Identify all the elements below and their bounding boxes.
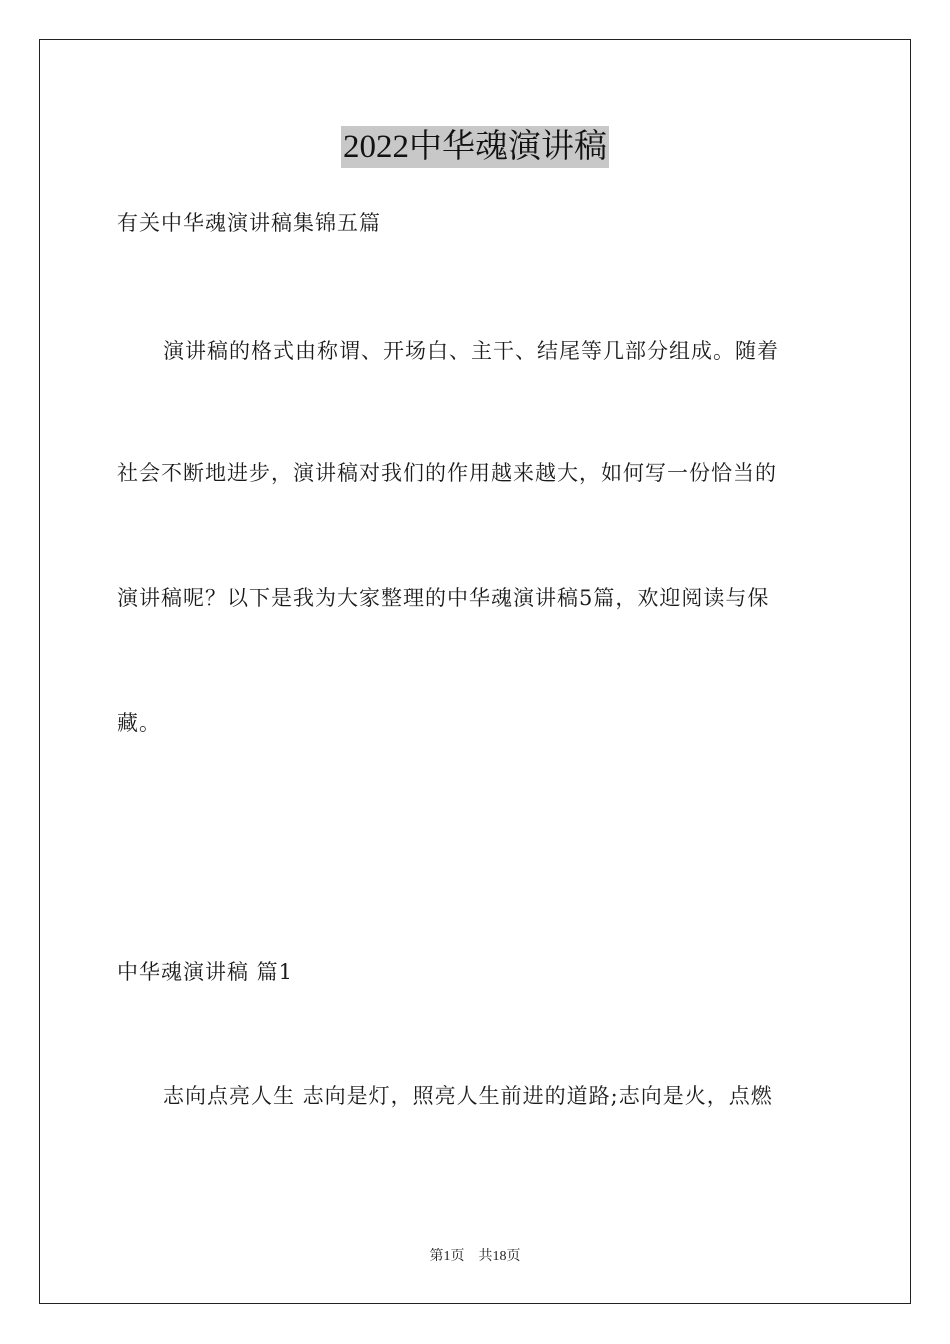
page-footer: 第1页 共18页 bbox=[429, 1249, 521, 1264]
intro-line-3: 演讲稿呢？以下是我为大家整理的中华魂演讲稿5篇，欢迎阅读与保 bbox=[117, 586, 770, 610]
title-container bbox=[0, 126, 950, 168]
document-title: 2022中华魂演讲稿 bbox=[341, 126, 609, 168]
intro-line-2: 社会不断地进步，演讲稿对我们的作用越来越大，如何写一份恰当的 bbox=[117, 461, 777, 485]
section-line-1: 志向点亮人生 志向是灯，照亮人生前进的道路;志向是火，点燃 bbox=[163, 1084, 773, 1108]
section-heading: 中华魂演讲稿 篇1 bbox=[117, 960, 294, 984]
intro-line-4: 藏。 bbox=[117, 711, 161, 735]
intro-line-1: 演讲稿的格式由称谓、开场白、主干、结尾等几部分组成。随着 bbox=[163, 339, 779, 363]
subtitle: 有关中华魂演讲稿集锦五篇 bbox=[117, 211, 381, 235]
